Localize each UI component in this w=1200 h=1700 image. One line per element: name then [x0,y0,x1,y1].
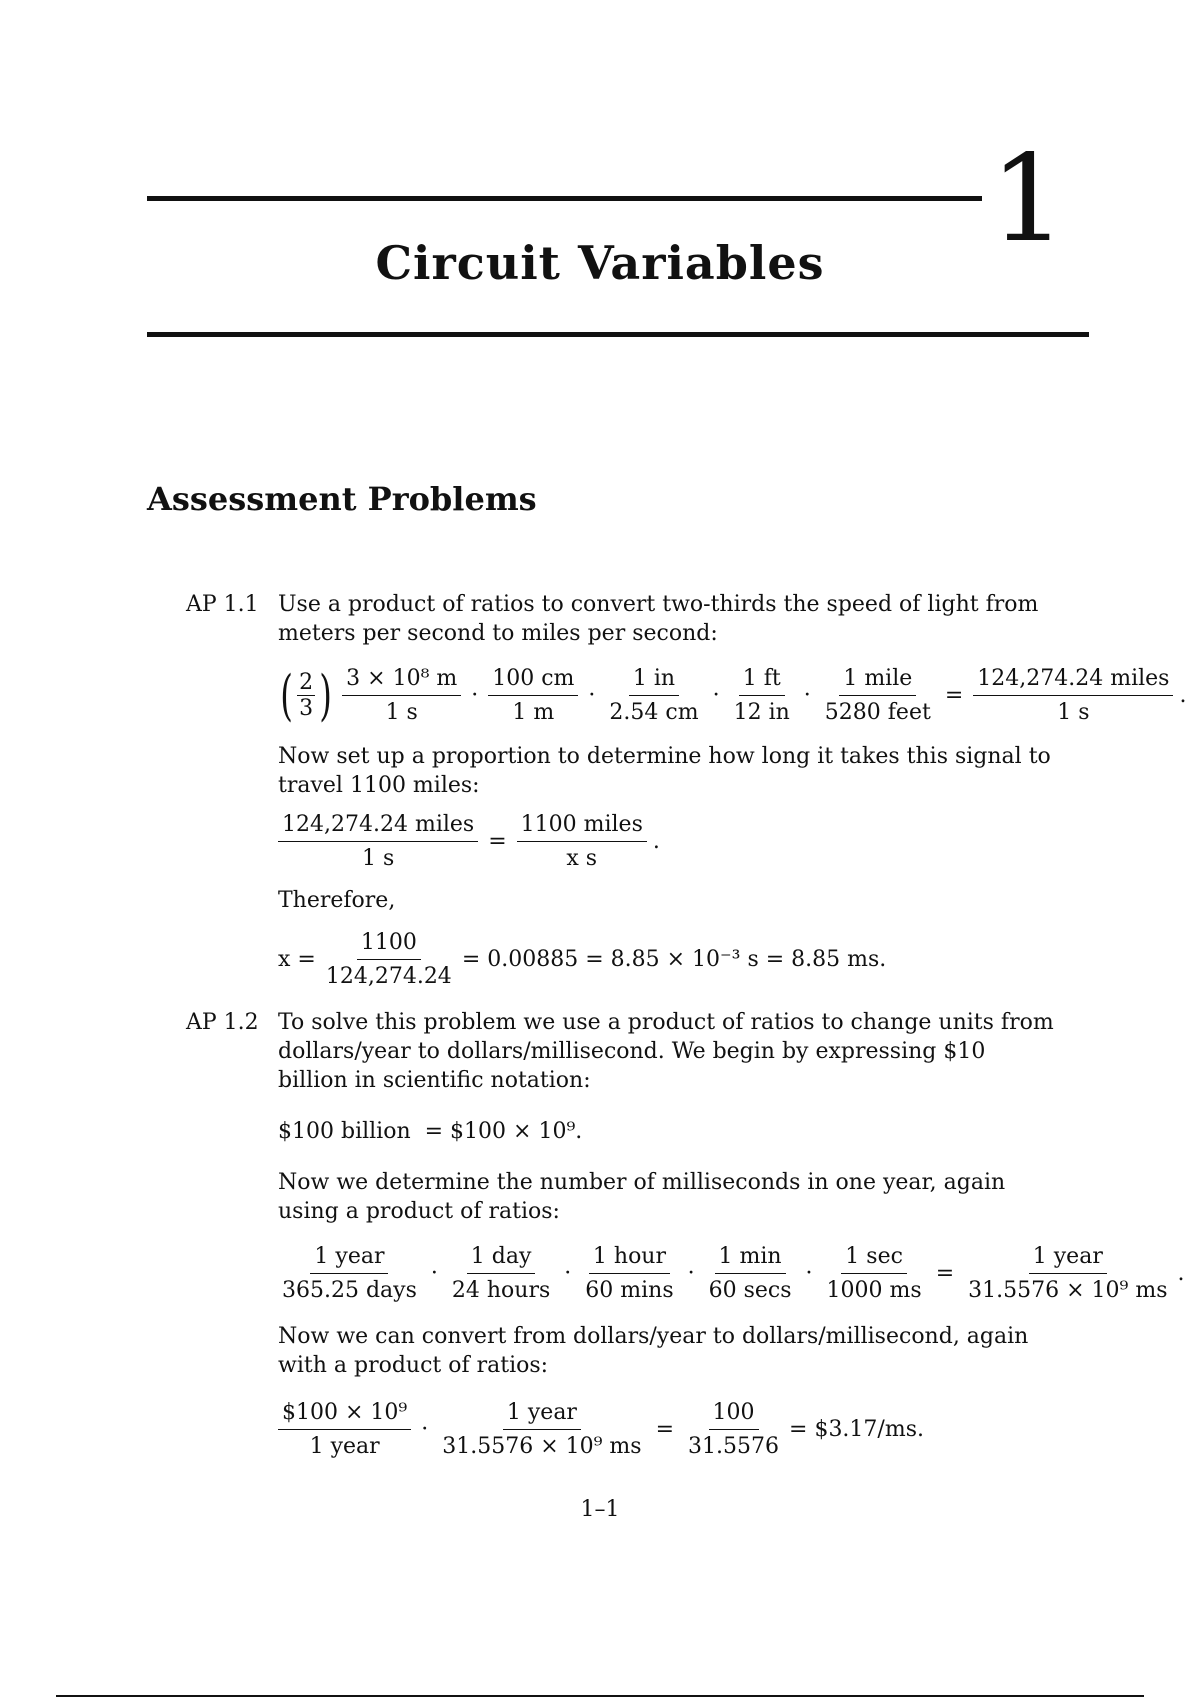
coefficient-fraction: $\frac{2}{3}$ [299,670,314,721]
ap1-2-equation-3: $\frac{\text{\$100 × 10⁹}}{\text{1 year}}$ · $\frac{\text{1 year}}{\text{31.5576 × 10⁹ ms}}$ = $\frac{100}{31.5576}$ = $3.17/ms. [272,1400,924,1459]
page-bottom-rule [56,1695,1144,1697]
ratio-fraction: $\frac{1 ft}{12 in}$ [733,666,790,725]
ratio-fraction: $\frac{100 cm}{1 m}$ [488,666,578,725]
page-number: 1–1 [580,1497,620,1522]
proportion-right: $\frac{\text{1100 miles}}{\text{x s}}$ [517,812,647,871]
result-fraction: $\frac{\text{1 year}}{\text{31.5576 × 10⁹ ms}}$ [968,1244,1168,1303]
ap1-1-equation-3: x = $\frac{1100}{124,274.24}$ = 0.00885 = 8.85 × 10⁻³ s = 8.85 ms. [278,930,887,989]
ratio-fraction: $\frac{\text{1 year}}{\text{365.25 days}}$ [282,1244,417,1303]
chapter-bottom-rule [147,332,1089,337]
ap1-2-equation-2: $\frac{\text{1 year}}{\text{365.25 days}}$ · $\frac{\text{1 day}}{\text{24 hours}}$ · $\frac{\text{1 hour}}{60 \min s}$ · $\frac{1 \min}{60 \sec s}$ · $\frac{1 \sec}{1000 ms}$ = $\frac{\text{1 year}}{\text{31.5576 × 10⁹ ms}}$ . [272,1244,1184,1303]
ratio-fraction: $\frac{\text{1 mile}}{\text{5280 feet}}$ [824,666,931,725]
ratio-fraction: $\frac{100}{31.5576}$ [688,1400,780,1459]
section-title: Assessment Problems [147,480,537,518]
ratio-fraction: $\frac{\text{1 day}}{\text{24 hours}}$ [451,1244,551,1303]
problem-label-ap1-1: AP 1.1 [186,592,259,617]
ratio-fraction: $\frac{\text{\$100 × 10⁹}}{\text{1 year}}$ [278,1400,411,1459]
ap1-1-equation-1: ( $\frac{2}{3}$ ) $\frac{\text{3 × 10⁸ m}}{1 s}$ · $\frac{100 cm}{1 m}$ · $\frac{1 in}{2.54 cm}$ · $\frac{1 ft}{12 in}$ · $\frac{\text{1 mile}}{\text{5280 feet}}$ = $\frac{\text{124,274.24 miles}}{1 s}$ . [280,663,1187,727]
chapter-top-rule [147,196,982,201]
chapter-number: 1 [990,130,1067,269]
ratio-fraction: $\frac{1 \min}{60 \sec s}$ [708,1244,792,1303]
ap1-2-equation-1: $100 billion = $100 × 10⁹. [278,1119,583,1144]
ap1-2-text-2: Now we determine the number of milliseconds in one year, again using a product of ratios: [278,1170,1006,1224]
ap1-2-intro: To solve this problem we use a product of ratios to change units from dollars/year to dollars/millisecond. We begin by expressing $10 billion in scientific notation: [278,1010,1054,1093]
result-fraction: $\frac{\text{124,274.24 miles}}{1 s}$ [973,666,1173,725]
ap1-1-equation-2: $\frac{\text{124,274.24 miles}}{1 s}$ = $\frac{\text{1100 miles}}{\text{x s}}$ . [272,812,660,871]
ratio-fraction: $\frac{\text{3 × 10⁸ m}}{1 s}$ [342,666,461,725]
ap1-2-text-3: Now we can convert from dollars/year to dollars/millisecond, again with a product of ratios: [278,1324,1029,1378]
open-paren: ( [280,663,293,727]
ratio-fraction: $\frac{1 \sec}{1000 ms}$ [826,1244,922,1303]
ratio-fraction: $\frac{\text{1 year}}{\text{31.5576 × 10⁹ ms}}$ [442,1400,642,1459]
time-fraction: $\frac{1100}{124,274.24}$ [325,930,452,989]
ap1-1-intro: Use a product of ratios to convert two-thirds the speed of light from meters per second to miles per second: [278,592,1039,646]
ratio-fraction: $\frac{1 in}{2.54 cm}$ [609,666,699,725]
chapter-title: Circuit Variables [375,236,825,290]
problem-label-ap1-2: AP 1.2 [186,1010,259,1035]
ap1-1-text-3: Therefore, [278,888,396,913]
ratio-fraction: $\frac{\text{1 hour}}{60 \min s}$ [585,1244,674,1303]
close-paren: ) [319,663,332,727]
proportion-left: $\frac{\text{124,274.24 miles}}{1 s}$ [278,812,478,871]
ap1-1-text-2: Now set up a proportion to determine how long it takes this signal to travel 1100 miles: [278,744,1051,798]
